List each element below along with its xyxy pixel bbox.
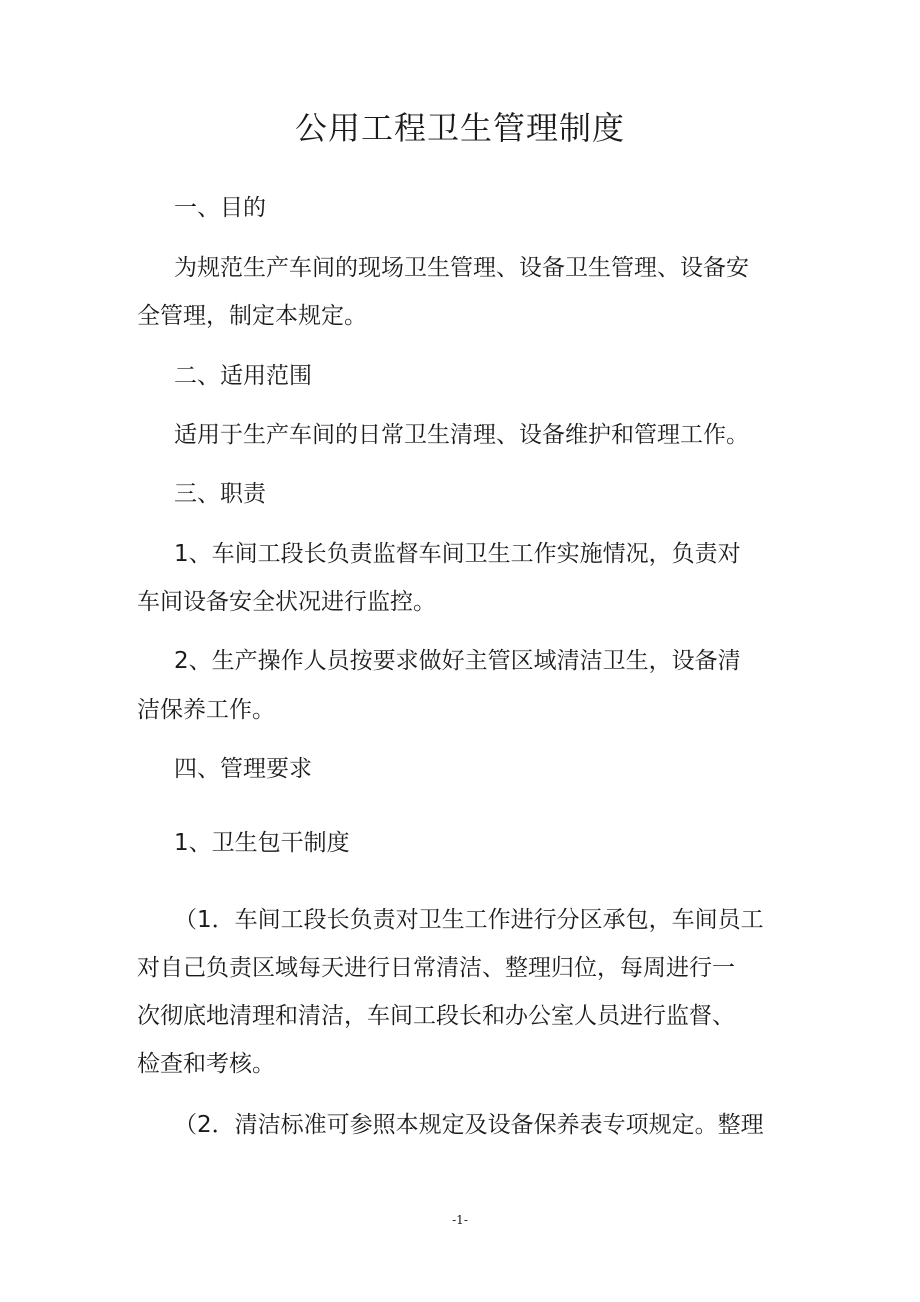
page-number: -1- <box>452 1213 468 1227</box>
paragraph-line: 对自己负责区域每天进行日常清洁、整理归位，每周进行一 <box>137 955 735 981</box>
section-heading-requirements: 四、管理要求 <box>174 756 312 782</box>
section-heading-purpose: 一、目的 <box>174 195 266 221</box>
paragraph-line: 1、车间工段长负责监督车间卫生工作实施情况，负责对 <box>174 541 741 567</box>
paragraph-line: 适用于生产车间的日常卫生清理、设备维护和管理工作。 <box>174 422 749 448</box>
paragraph-line: 全管理，制定本规定。 <box>137 303 367 329</box>
paragraph-line: 2、生产操作人员按要求做好主管区域清洁卫生，设备清 <box>174 648 741 674</box>
paragraph-line: 洁保养工作。 <box>137 697 275 723</box>
section-heading-duties: 三、职责 <box>174 481 266 507</box>
paragraph-line: 次彻底地清理和清洁，车间工段长和办公室人员进行监督、 <box>137 1003 735 1029</box>
subsection-heading: 1、卫生包干制度 <box>174 830 350 856</box>
paragraph-line: 为规范生产车间的现场卫生管理、设备卫生管理、设备安 <box>174 255 749 281</box>
paragraph-line: （2．清洁标准可参照本规定及设备保养表专项规定。整理 <box>174 1112 764 1138</box>
section-heading-scope: 二、适用范围 <box>174 363 312 389</box>
paragraph-line: （1．车间工段长负责对卫生工作进行分区承包，车间员工 <box>174 907 764 933</box>
document-title: 公用工程卫生管理制度 <box>294 109 625 147</box>
paragraph-line: 检查和考核。 <box>137 1051 275 1077</box>
paragraph-line: 车间设备安全状况进行监控。 <box>137 589 436 615</box>
